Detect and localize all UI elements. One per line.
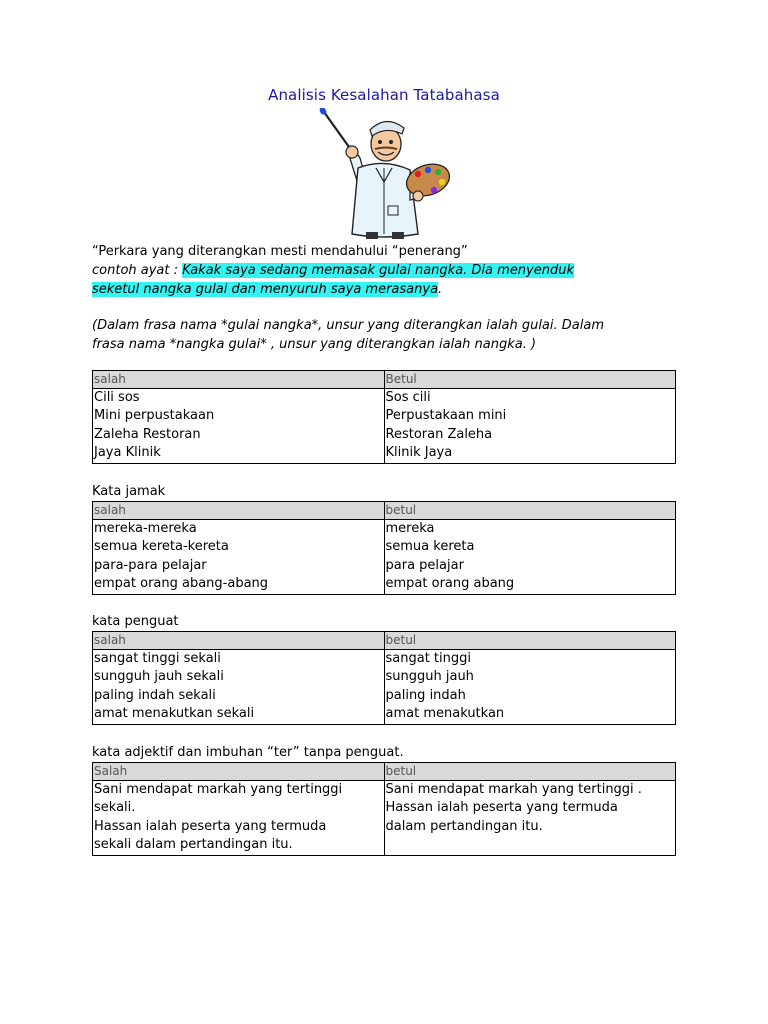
list-item: semua kereta-kereta: [94, 539, 229, 555]
painter-illustration: [314, 108, 454, 240]
table-header-row: [93, 371, 676, 389]
list-item: Perpustakaan mini: [385, 408, 507, 424]
header-betul: Betul: [384, 371, 676, 389]
list-item: Mini perpustakaan: [94, 408, 215, 424]
note-line-1: (Dalam frasa nama *gulai nangka*, unsur yang diterangkan ialah gulai. Dalam: [92, 318, 604, 333]
table-word-order: [92, 370, 676, 464]
example-line-2: [92, 281, 692, 300]
header-betul: betul: [384, 763, 676, 781]
list-item: amat menakutkan sekali: [94, 706, 255, 722]
table-row: [93, 781, 676, 856]
note-line-2: frasa nama *nangka gulai* , unsur yang diterangkan ialah nangka. ): [92, 337, 537, 352]
list-item: dalam pertandingan itu.: [385, 818, 543, 834]
list-item: amat menakutkan: [385, 706, 505, 722]
section-label-kata-penguat: kata penguat: [92, 614, 179, 629]
wrong-column: [93, 781, 385, 856]
right-column: [384, 781, 676, 856]
list-item: Restoran Zaleha: [385, 426, 493, 442]
header-betul: betul: [384, 502, 676, 520]
right-column: [384, 650, 676, 725]
list-item: sungguh jauh sekali: [94, 669, 224, 685]
table-header-row: [93, 632, 676, 650]
list-item: empat orang abang-abang: [94, 576, 269, 592]
list-item: mereka-mereka: [94, 521, 197, 536]
list-item: sangat tinggi: [385, 651, 471, 666]
table-header-row: [93, 502, 676, 520]
table-row: [93, 389, 676, 464]
wrong-column: [93, 520, 385, 595]
example-prefix: contoh ayat :: [92, 263, 183, 278]
list-item: sekali.: [94, 800, 136, 816]
list-item: sungguh jauh: [385, 669, 474, 685]
list-item: sekali dalam pertandingan itu.: [94, 837, 293, 853]
table-header-row: [93, 763, 676, 781]
list-item: Sos cili: [385, 390, 431, 405]
right-column: [384, 389, 676, 464]
header-salah: salah: [93, 632, 385, 650]
wrong-column: [93, 389, 385, 464]
list-item: semua kereta: [385, 539, 475, 555]
list-item: Hassan ialah peserta yang termuda: [94, 818, 327, 834]
section-label-kata-adjektif: kata adjektif dan imbuhan “ter” tanpa penguat.: [92, 745, 404, 760]
list-item: paling indah sekali: [94, 687, 216, 703]
example-highlight-1: Kakak saya sedang memasak gulai nangka. Dia menyenduk: [182, 263, 575, 278]
list-item: empat orang abang: [385, 576, 515, 592]
header-betul: betul: [384, 632, 676, 650]
list-item: Klinik Jaya: [385, 445, 453, 461]
list-item: Sani mendapat markah yang tertinggi: [94, 782, 343, 797]
header-salah: Salah: [93, 763, 385, 781]
section-label-kata-jamak: Kata jamak: [92, 484, 166, 499]
header-salah: salah: [93, 371, 385, 389]
table-row: [93, 520, 676, 595]
table-kata-adjektif: [92, 762, 676, 856]
wrong-column: [93, 650, 385, 725]
list-item: Cili sos: [94, 390, 140, 405]
example-line-1: [92, 262, 692, 281]
example-highlight-2: seketul nangka gulai dan menyuruh saya merasanya: [92, 282, 439, 297]
rule-statement: “Perkara yang diterangkan mesti mendahului “penerang”: [92, 244, 468, 259]
table-row: [93, 650, 676, 725]
right-column: [384, 520, 676, 595]
header-salah: salah: [93, 502, 385, 520]
list-item: Hassan ialah peserta yang termuda: [385, 800, 618, 816]
page-title: Analisis Kesalahan Tatabahasa: [268, 86, 500, 104]
list-item: paling indah: [385, 687, 466, 703]
table-kata-jamak: [92, 501, 676, 595]
list-item: mereka: [385, 521, 435, 536]
example-end: .: [438, 282, 443, 297]
list-item: para-para pelajar: [94, 557, 207, 573]
list-item: Jaya Klinik: [94, 445, 161, 461]
list-item: Sani mendapat markah yang tertinggi .: [385, 782, 642, 797]
table-kata-penguat: [92, 631, 676, 725]
list-item: sangat tinggi sekali: [94, 651, 221, 666]
list-item: Zaleha Restoran: [94, 426, 201, 442]
list-item: para pelajar: [385, 557, 464, 573]
